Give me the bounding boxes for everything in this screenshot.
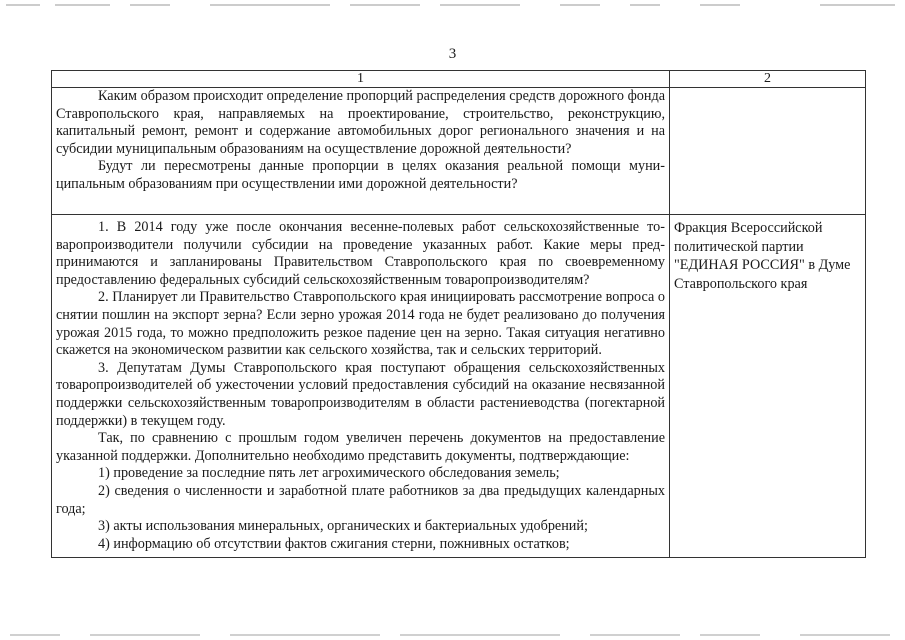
questions-table — [51, 70, 866, 558]
question-list-item: 1) проведение за последние пять лет агрохимического обследования земель; — [98, 465, 560, 482]
column-header-2: 2 — [670, 71, 866, 88]
question-list-item: 3) акты использования минеральных, органических и бактериальных удобрений; — [98, 518, 588, 535]
question-cell — [52, 88, 670, 215]
scan-artifact-top — [0, 3, 905, 7]
question-paragraph: Каким образом происходит определение пропорций распределения средств дорожного фонда Ставропольского края, направляемых на проектирование, строительство, реконструкцию, капитальный ремонт, ремонт и содержание автомобильных дорог регионального значения и на субсидии муниципальным образованиям на осуществление дорожной деятельности? — [56, 88, 665, 157]
question-list-item: 2) сведения о численности и заработной плате работников за два предыдущих календарных года; — [56, 482, 665, 517]
table-row — [52, 215, 866, 558]
author-cell — [670, 88, 866, 215]
question-paragraph: 2. Планирует ли Правительство Ставропольского края инициировать рассмотрение вопроса о снятии пошлин на экспорт зерна? Если зерно урожая 2014 года не будет реализовано до получения урожая 2015 года, то можно предположить резкое падение цен на зерно. Такая ситуация негативно скажется на экономическом развитии как сельского хозяйства, так и сельских территорий. — [56, 289, 665, 359]
scan-artifact-bottom — [0, 633, 905, 637]
author-cell — [670, 215, 866, 558]
question-paragraph: Так, по сравнению с прошлым годом увеличен перечень документов на предоставление указанной поддержки. Дополнительно необходимо представить документы, подтверждающие: — [56, 430, 665, 464]
question-cell — [52, 215, 670, 558]
question-list-item: 4) информацию об отсутствии фактов сжигания стерни, пожнивных остатков; — [98, 535, 570, 552]
question-paragraph: Будут ли пересмотрены данные пропорции в целях оказания реальной помощи муниципальным образованиям при осуществлении ими дорожной деятельности? — [56, 158, 665, 192]
table-header-row — [52, 71, 866, 88]
question-paragraph: 1. В 2014 году уже после окончания весенне-полевых работ сельскохозяйственные товаропроизводители получили субсидии на проведение указанных работ. Какие меры предпринимаются и запланированы Правительством Ставропольского края по своевременному предоставлению федеральных субсидий сельскохозяйственным товаропроизводителям? — [56, 219, 665, 288]
column-header-1: 1 — [52, 71, 670, 88]
table-row — [52, 88, 866, 215]
page-number: 3 — [448, 46, 457, 62]
author-text: Фракция Всероссийской политической партии "ЕДИНАЯ РОССИЯ" в Думе Ставропольского края — [674, 220, 851, 292]
question-paragraph: 3. Депутатам Думы Ставропольского края поступают обращения сельскохозяйственных товаропроизводителей об ужесточении условий предоставления субсидий на оказание несвязанной поддержки сельскохозяйственным товаропроизводителям в области растениеводства (погектарной поддержки) в текущем году. — [56, 359, 665, 429]
